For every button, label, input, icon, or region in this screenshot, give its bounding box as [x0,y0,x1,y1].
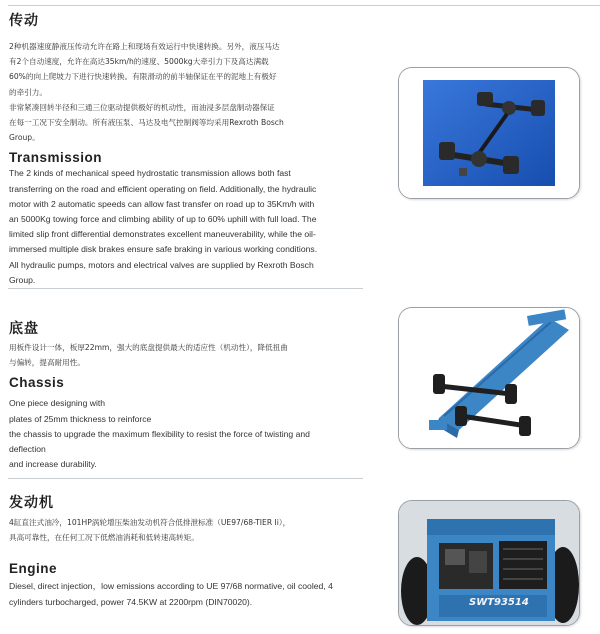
chassis-en-text [9,396,354,472]
engine-zh-title: 发动机 [9,495,54,511]
transmission-zh-text [9,39,359,145]
engine-en-text [9,579,359,609]
engine-image [398,500,580,626]
text-line: deflection [9,444,46,455]
text-line: 具高可靠性，在任何工况下低燃油消耗和低转速高转矩。 [9,533,199,543]
text-line: Group。 [9,133,40,143]
text-line: limited slip front differential demonstrates excellent maneuverability, while the oil- [9,229,316,240]
chassis-en-title: Chassis [9,375,65,391]
transmission-en-title: Transmission [9,150,103,166]
text-line: 4缸直注式油冷，101HP涡轮增压柴油发动机符合低排泄标准（UE97/68-TIER Ii）， [9,518,291,527]
transmission-zh-title: 传动 [9,13,39,29]
section-divider [8,478,363,479]
text-line: and increase durability. [9,459,97,470]
text-line: 与偏转，提高耐用性。 [9,358,85,368]
text-line: All hydraulic pumps, motors and electrical valves are supplied by Rexroth Bosch [9,259,314,270]
chassis-section [9,318,354,472]
engine-zh-text [9,515,359,545]
text-line: motor with 2 automatic speeds can allow fast transfer on road up to 35Km/h with [9,198,315,209]
top-rule [8,5,600,6]
text-line: 非常紧凑回转半径和三通三位驱动提供极好的机动性，而油浸多层盘制动器保证 [9,102,275,112]
engine-en-title: Engine [9,561,58,577]
text-line: Diesel, direct injection，low emissions according to UE 97/68 normative, oil cooled, 4 [9,581,333,592]
chassis-zh-title: 底盘 [9,321,39,337]
text-line: 2种机器速度静液压传动允许在路上和现场有效运行中快速转换。另外，液压马达 [9,42,280,51]
text-line: transferring on the road and efficient operating on field. Additionally, the hydraulic [9,183,317,194]
text-line: 有2个自动速度，允许在高达35km/h的速度、5000kg大牵引力下及高达满载 [9,57,269,67]
text-line: 在每一工况下安全制动。所有液压泵、马达及电气控制阀等均采用Rexroth Bosch [9,118,284,128]
engine-plate-label: SWT93514 [469,597,529,608]
engine-section [9,492,359,610]
section-divider [8,288,363,289]
text-line: 用板件设计一体，板厚22mm，强大的底盘提供最大的适应性（机动性），降低扭曲 [9,343,288,352]
text-line: immersed multiple disk brakes ensure safe braking in various working conditions. [9,244,318,255]
text-line: Group. [9,274,36,285]
text-line: the chassis to upgrade the maximum flexibility to resist the force of twisting and [9,428,310,439]
transmission-axle-image [398,67,580,199]
text-line: cylinders turbocharged, power 74.5KW at 2200rpm (DIN70020). [9,596,253,607]
transmission-en-text [9,166,359,288]
text-line: The 2 kinds of mechanical speed hydrostatic transmission allows both fast [9,168,291,179]
chassis-zh-text [9,340,354,370]
text-line: 60%的向上爬坡力下进行快速转换。有限滑动的前半轴保证在平的泥地上有极好 [9,72,277,82]
text-line: One piece designing with [9,398,106,409]
chassis-frame-image [398,307,580,449]
text-line: 的牵引力。 [9,87,47,97]
transmission-section [9,10,359,288]
text-line: an 5000Kg towing force and climbing ability of up to 60% uphill with full load. The [9,214,317,225]
text-line: plates of 25mm thickness to reinforce [9,413,152,424]
